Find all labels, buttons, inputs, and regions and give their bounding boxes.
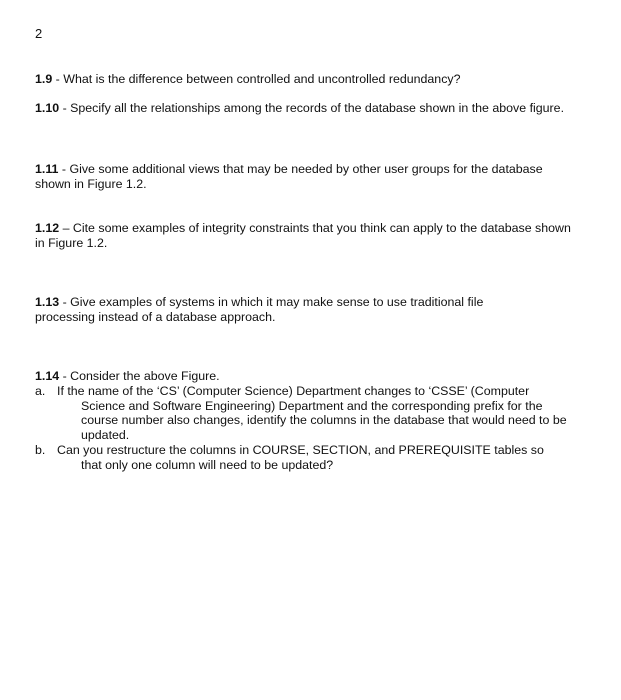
question-1-13: [35, 295, 515, 324]
question-1-14: [35, 369, 575, 384]
question-text: Give some additional views that may be needed by other user groups for the database shown in Figure 1.2.: [35, 162, 543, 191]
question-text: Specify all the relationships among the records of the database shown in the above figure.: [70, 101, 565, 115]
subitem-continuation: Science and Software Engineering) Department and the corresponding prefix for the course number also changes, identify the columns in the database that would need to be updated.: [81, 398, 567, 442]
question-text: Cite some examples of integrity constraints that you think can apply to the database shown in Figure 1.2.: [35, 221, 571, 250]
question-1-11: [35, 162, 580, 191]
subitem-text: [57, 443, 577, 472]
subitem-text: [57, 384, 577, 442]
question-text: What is the difference between controlled and uncontrolled redundancy?: [63, 72, 461, 86]
question-separator: -: [52, 72, 64, 86]
question-text: Consider the above Figure.: [70, 369, 220, 383]
question-1-12: [35, 221, 575, 250]
subitem-first-line: Can you restructure the columns in COURSE, SECTION, and PREREQUISITE tables so: [57, 443, 544, 457]
question-separator: -: [59, 101, 71, 115]
subitem-continuation: that only one column will need to be updated?: [81, 457, 334, 472]
question-separator: -: [58, 162, 70, 176]
question-number: 1.12: [35, 221, 60, 235]
question-number: 1.14: [35, 369, 60, 383]
page-number: 2: [35, 26, 43, 41]
question-text: Give examples of systems in which it may make sense to use traditional file processing instead of a database approach.: [35, 295, 484, 324]
subitem-marker: b.: [35, 443, 46, 457]
question-number: 1.10: [35, 101, 60, 115]
question-number: 1.11: [35, 162, 59, 176]
question-number: 1.13: [35, 295, 60, 309]
subitem-first-line: If the name of the ‘CS’ (Computer Science) Department changes to ‘CSSE’ (Computer: [57, 384, 530, 398]
question-separator: -: [59, 369, 71, 383]
subitem-marker: a.: [35, 384, 46, 398]
question-separator: –: [59, 221, 73, 235]
question-number: 1.9: [35, 72, 53, 86]
question-separator: -: [59, 295, 71, 309]
question-1-10: [35, 101, 575, 116]
question-1-9: [35, 72, 575, 87]
